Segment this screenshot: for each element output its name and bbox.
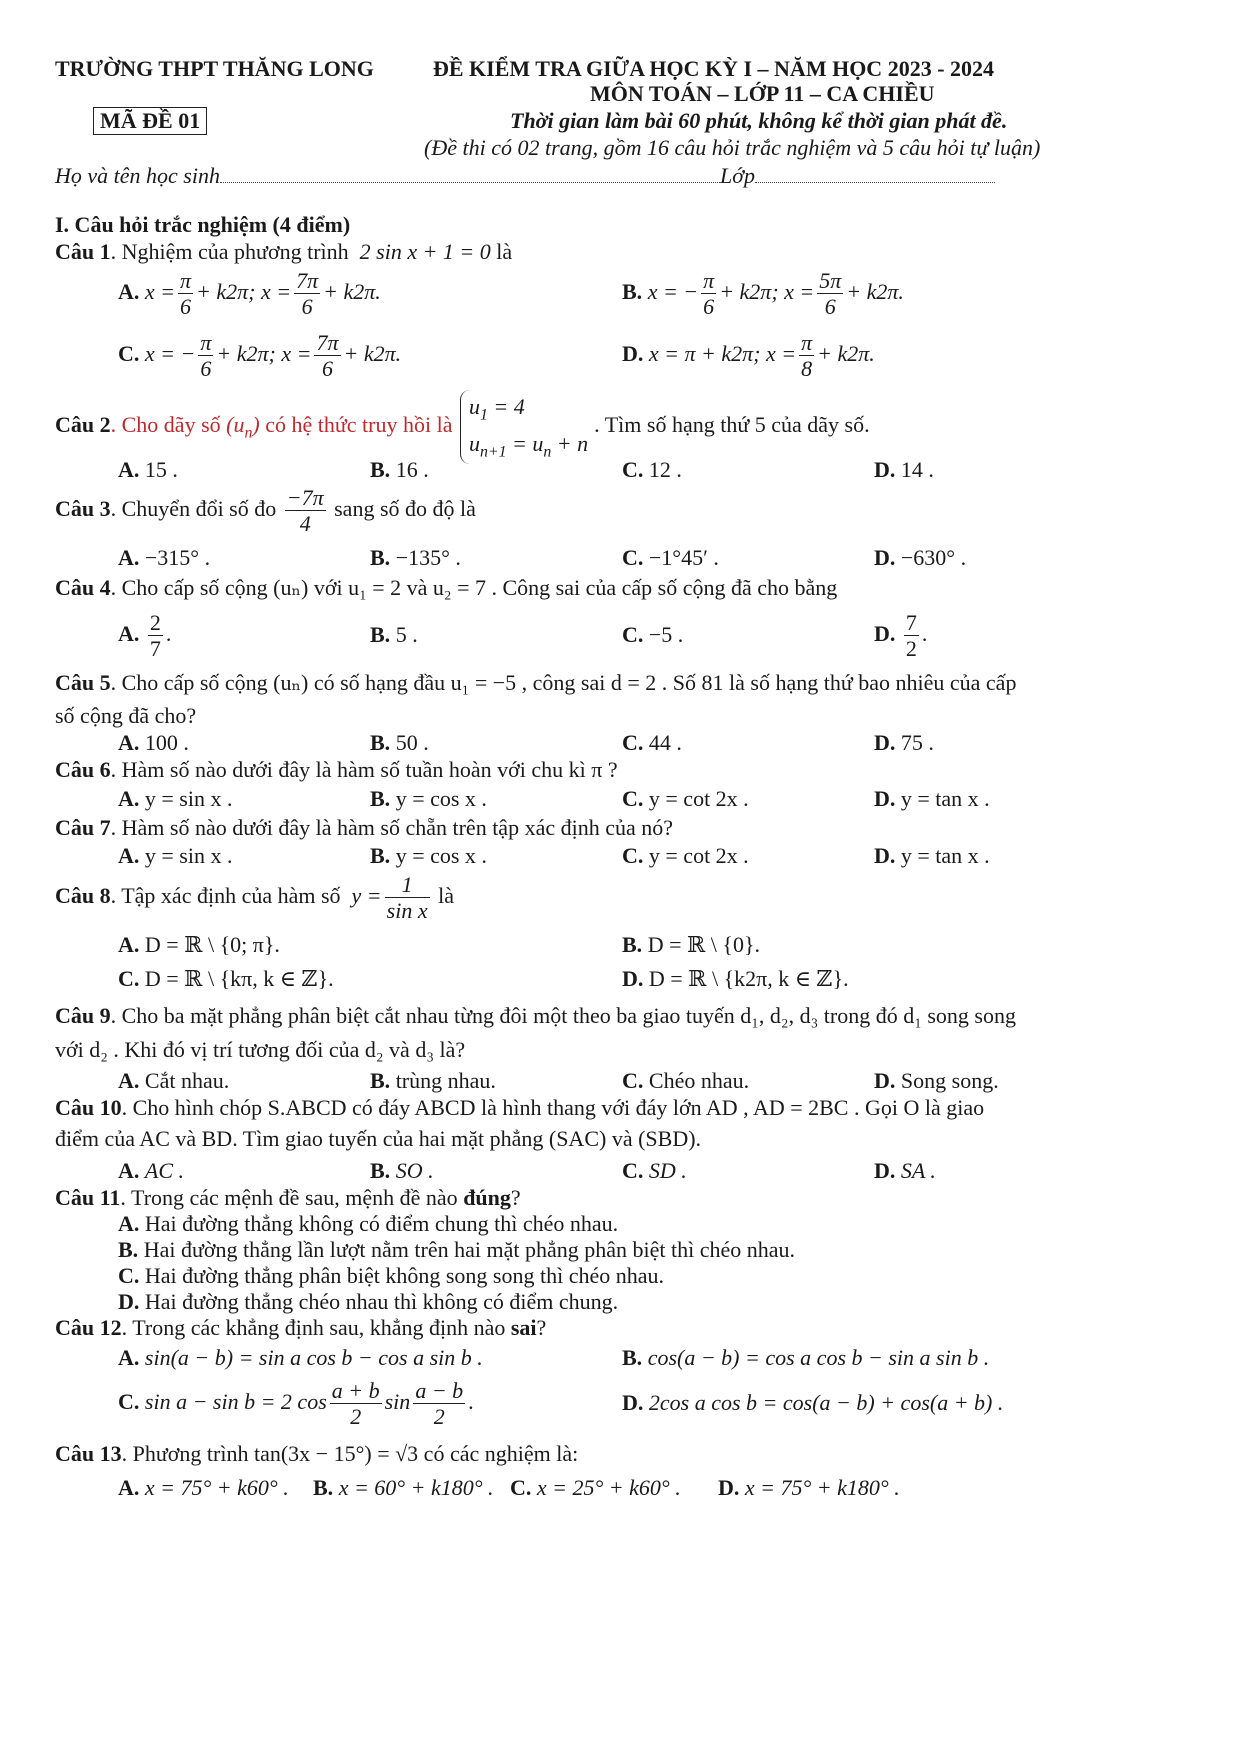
option-letter: C. — [622, 843, 644, 868]
question-text: . Tìm số hạng thứ 5 của dãy số. — [594, 412, 870, 438]
q7-option-b[interactable] — [370, 843, 487, 869]
option-letter: A. — [118, 786, 140, 811]
option-text: cos(a − b) = cos a cos b − sin a sin b . — [647, 1345, 990, 1370]
question-text: có hệ thức truy hồi là — [265, 412, 453, 438]
option-letter: A. — [118, 1345, 140, 1370]
q6-option-c[interactable] — [622, 786, 749, 812]
q9-option-d[interactable] — [874, 1068, 999, 1094]
q10-option-a[interactable] — [118, 1158, 184, 1184]
option-text: D = ℝ \ {k2π, k ∈ ℤ}. — [648, 966, 849, 991]
q2-option-b[interactable] — [370, 457, 429, 483]
option-letter: B. — [370, 786, 391, 811]
q5-option-d[interactable] — [874, 730, 934, 756]
q11-option-a[interactable] — [118, 1211, 618, 1237]
option-text: 2cos a cos b = cos(a − b) + cos(a + b) . — [648, 1390, 1004, 1415]
option-letter: C. — [622, 622, 644, 647]
question-label: Câu 3 — [55, 495, 111, 521]
option-letter: A. — [118, 457, 140, 482]
question-text: . Trong các mệnh đề sau, mệnh đề nào — [120, 1185, 458, 1210]
q4-option-d[interactable]: D. $\frac{7}{2}$ . — [874, 610, 928, 662]
option-letter: A. — [118, 278, 140, 304]
q8-option-d[interactable] — [622, 966, 849, 992]
q5-option-c[interactable] — [622, 730, 682, 756]
option-letter: A. — [118, 1475, 140, 1500]
question-text: . Cho dãy số — [110, 412, 221, 438]
option-letter: A. — [118, 620, 140, 646]
question-text: . Tập xác định của hàm số — [110, 882, 341, 908]
q3-option-a[interactable] — [118, 545, 210, 571]
q11-option-d[interactable] — [118, 1289, 618, 1315]
q12-option-c[interactable]: C. sin a − sin b = 2 cos $\frac{a + b}{2}$ sin $\frac{a - b}{2}$ . — [118, 1378, 474, 1430]
option-text: x = 25° + k60° . — [536, 1475, 681, 1500]
q10-option-c[interactable] — [622, 1158, 687, 1184]
question-text: . Cho hình chóp S.ABCD có đáy ABCD là hình thang với đáy lớn AD , AD = 2BC . Gọi O là giao — [121, 1095, 985, 1120]
q1-option-a[interactable]: A. x = $\frac{\pi}{6}$ + k2π; x = $\frac{7\pi}{6}$ + k2π. — [118, 268, 381, 320]
option-text: y = tan x . — [900, 843, 990, 868]
option-text: 12 . — [648, 457, 682, 482]
exam-code: MÃ ĐỀ 01 — [93, 107, 207, 135]
q10-option-b[interactable] — [370, 1158, 434, 1184]
q12-option-d[interactable] — [622, 1390, 1003, 1416]
student-name-label: Họ và tên học sinh — [55, 163, 220, 188]
question-9 — [55, 1003, 1016, 1029]
option-text: Hai đường thẳng lần lượt nằm trên hai mặt phẳng phân biệt thì chéo nhau. — [143, 1237, 796, 1262]
option-text: y = sin x . — [144, 786, 233, 811]
question-6 — [55, 757, 618, 783]
q6-option-d[interactable] — [874, 786, 990, 812]
question-label: Câu 13 — [55, 1441, 122, 1466]
question-emphasis: sai — [510, 1315, 537, 1340]
option-letter: D. — [874, 620, 896, 646]
question-text: . Cho ba mặt phẳng phân biệt cắt nhau từng đôi một theo ba giao tuyến d₁, d₂, d₃ trong đó d₁ song song — [110, 1003, 1016, 1028]
question-label: Câu 9 — [55, 1003, 111, 1028]
option-text: Hai đường thẳng không có điểm chung thì chéo nhau. — [144, 1211, 619, 1236]
q7-option-c[interactable] — [622, 843, 749, 869]
question-end: ? — [510, 1185, 521, 1210]
option-letter: B. — [622, 278, 643, 304]
question-3 — [55, 485, 476, 537]
question-13 — [55, 1441, 578, 1467]
question-5 — [55, 670, 1016, 696]
exam-note: (Đề thi có 02 trang, gồm 16 câu hỏi trắc nghiệm và 5 câu hỏi tự luận) — [424, 135, 1041, 160]
question-2 — [55, 390, 870, 464]
exam-title: ĐỀ KIỂM TRA GIỮA HỌC KỲ I – NĂM HỌC 2023 - 2024 — [433, 56, 995, 81]
equation: 2 sin x + 1 = 0 — [354, 239, 491, 264]
option-text: Hai đường thẳng phân biệt không song song thì chéo nhau. — [144, 1263, 664, 1288]
q11-option-c[interactable] — [118, 1263, 664, 1289]
option-letter: D. — [622, 966, 644, 991]
option-text: 15 . — [144, 457, 178, 482]
option-text: x = 75° + k60° . — [144, 1475, 289, 1500]
option-text: 5 . — [395, 622, 418, 647]
option-text: −1°45′ . — [648, 545, 719, 570]
question-10 — [55, 1095, 984, 1121]
option-letter: C. — [118, 1263, 140, 1288]
option-text: SO . — [395, 1158, 434, 1183]
school-name: TRƯỜNG THPT THĂNG LONG — [55, 56, 374, 81]
question-label: Câu 1 — [55, 239, 111, 264]
q9-option-c[interactable] — [622, 1068, 749, 1094]
option-text: trùng nhau. — [395, 1068, 496, 1093]
option-text: SA . — [900, 1158, 936, 1183]
option-text: x = 75° + k180° . — [744, 1475, 900, 1500]
q8-option-c[interactable] — [118, 966, 334, 992]
option-text: y = cot 2x . — [648, 786, 749, 811]
q8-option-b[interactable] — [622, 932, 760, 958]
exam-time: Thời gian làm bài 60 phút, không kể thời gian phát đề. — [510, 108, 1008, 133]
question-text: . Phương trình tan(3x − 15°) = √3 có các nghiệm là: — [121, 1441, 579, 1466]
option-letter: D. — [118, 1289, 140, 1314]
option-text: −135° . — [395, 545, 461, 570]
question-1 — [55, 239, 512, 265]
class-label: Lớp — [719, 163, 755, 188]
option-text: AC . — [144, 1158, 185, 1183]
option-text: Song song. — [900, 1068, 999, 1093]
option-letter: D. — [874, 843, 896, 868]
question-text: . Nghiệm của phương trình — [110, 239, 349, 264]
q6-option-a[interactable] — [118, 786, 232, 812]
option-letter: A. — [118, 843, 140, 868]
option-letter: D. — [874, 730, 896, 755]
option-text: y = sin x . — [144, 843, 233, 868]
option-text: −5 . — [648, 622, 684, 647]
option-letter: B. — [370, 843, 391, 868]
option-text: Cắt nhau. — [144, 1068, 230, 1093]
option-text: sin(a − b) = sin a cos b − cos a sin b . — [144, 1345, 483, 1370]
question-11 — [55, 1185, 521, 1211]
subject-line: MÔN TOÁN – LỚP 11 – CA CHIỀU — [590, 81, 935, 106]
option-letter: D. — [718, 1475, 740, 1500]
q13-option-a[interactable] — [118, 1475, 289, 1501]
question-9-cont: với d₂ . Khi đó vị trí tương đối của d₂ và d₃ là? — [55, 1037, 466, 1062]
question-5-cont: số cộng đã cho? — [55, 703, 197, 728]
q1-option-d[interactable]: D. x = π + k2π; x = $\frac{\pi}{8}$ + k2π. — [622, 330, 875, 382]
question-label: Câu 11 — [55, 1185, 121, 1210]
option-text: 50 . — [395, 730, 429, 755]
option-text: D = ℝ \ {0; π}. — [144, 932, 280, 957]
question-text: sang số đo độ là — [334, 495, 476, 521]
option-text: 44 . — [648, 730, 682, 755]
option-letter: A. — [118, 1068, 140, 1093]
option-letter: D. — [874, 786, 896, 811]
option-letter: C. — [622, 545, 644, 570]
name-dots — [220, 164, 720, 183]
question-label: Câu 12 — [55, 1315, 122, 1340]
function-fraction: $\frac{1}{\text{sin x}}$ — [386, 872, 428, 924]
question-tail: là — [438, 882, 455, 908]
option-text: x = 60° + k180° . — [338, 1475, 494, 1500]
question-text: . Hàm số nào dưới đây là hàm số tuần hoàn với chu kì π ? — [110, 757, 618, 782]
q3-option-c[interactable] — [622, 545, 719, 571]
q13-option-d[interactable] — [718, 1475, 900, 1501]
question-8 — [55, 872, 454, 924]
question-10-cont: điểm của AC và BD. Tìm giao tuyến của hai mặt phẳng (SAC) và (SBD). — [55, 1126, 702, 1151]
q7-option-a[interactable] — [118, 843, 232, 869]
option-letter: C. — [622, 730, 644, 755]
q3-option-b[interactable] — [370, 545, 461, 571]
option-letter: A. — [118, 932, 140, 957]
option-text: −315° . — [144, 545, 211, 570]
question-label: Câu 10 — [55, 1095, 122, 1120]
option-letter: B. — [313, 1475, 334, 1500]
option-letter: B. — [622, 932, 643, 957]
option-text: 16 . — [395, 457, 429, 482]
option-text: 75 . — [900, 730, 934, 755]
q13-option-b[interactable] — [313, 1475, 494, 1501]
option-text: Hai đường thẳng chéo nhau thì không có điểm chung. — [144, 1289, 619, 1314]
q9-option-a[interactable] — [118, 1068, 229, 1094]
q2-option-a[interactable] — [118, 457, 178, 483]
option-letter: B. — [370, 730, 391, 755]
q5-option-b[interactable] — [370, 730, 429, 756]
q1-option-b[interactable]: B. x = − $\frac{\pi}{6}$ + k2π; x = $\frac{5\pi}{6}$ + k2π. — [622, 268, 904, 320]
option-text: SD . — [648, 1158, 687, 1183]
q9-option-b[interactable] — [370, 1068, 496, 1094]
option-text: D = ℝ \ {0}. — [647, 932, 760, 957]
option-text: y = cos x . — [395, 843, 487, 868]
option-letter: A. — [118, 545, 140, 570]
option-letter: C. — [510, 1475, 532, 1500]
option-letter: A. — [118, 1211, 140, 1236]
question-text: . Chuyển đổi số đo — [110, 495, 277, 521]
option-text: −630° . — [900, 545, 967, 570]
question-label: Câu 7 — [55, 815, 111, 840]
question-text: . Cho cấp số cộng (uₙ) có số hạng đầu u₁ = −5 , công sai d = 2 . Số 81 là số hạng thứ bao nhiêu của cấp — [110, 670, 1017, 695]
question-text: . Cho cấp số cộng (uₙ) với u₁ = 2 và u₂ = 7 . Công sai của cấp số cộng đã cho bằng — [110, 575, 838, 600]
option-letter: C. — [118, 340, 140, 366]
q1-option-c[interactable]: C. x = − $\frac{\pi}{6}$ + k2π; x = $\frac{7\pi}{6}$ + k2π. — [118, 330, 402, 382]
option-letter: B. — [118, 1237, 139, 1262]
q4-option-c[interactable] — [622, 622, 683, 648]
q8-option-a[interactable] — [118, 932, 280, 958]
option-text: y = tan x . — [900, 786, 990, 811]
option-text: y = cot 2x . — [648, 843, 749, 868]
section-title: I. Câu hỏi trắc nghiệm (4 điểm) — [55, 212, 351, 237]
recurrence-system: $u_1 = 4$ $u_{n+1} = u_n + n$ — [460, 390, 594, 464]
option-text: y = cos x . — [395, 786, 487, 811]
question-end: ? — [536, 1315, 547, 1340]
option-letter: D. — [874, 545, 896, 570]
q12-option-a[interactable] — [118, 1345, 483, 1371]
question-12 — [55, 1315, 546, 1341]
q13-option-c[interactable] — [510, 1475, 681, 1501]
question-label: Câu 2 — [55, 412, 111, 438]
option-letter: C. — [118, 966, 140, 991]
sequence-symbol: $(u_n)$ — [226, 412, 260, 442]
q10-option-d[interactable] — [874, 1158, 936, 1184]
question-label: Câu 5 — [55, 670, 111, 695]
function-expr: y = — [346, 882, 382, 908]
student-name-line — [55, 163, 995, 189]
q11-option-b[interactable] — [118, 1237, 795, 1263]
option-letter: C. — [622, 786, 644, 811]
question-label: Câu 8 — [55, 882, 111, 908]
option-letter: A. — [118, 730, 140, 755]
option-letter: A. — [118, 1158, 140, 1183]
option-letter: C. — [622, 457, 644, 482]
q12-option-b[interactable] — [622, 1345, 989, 1371]
option-letter: B. — [370, 622, 391, 647]
class-dots — [755, 164, 995, 183]
q4-option-b[interactable] — [370, 622, 418, 648]
option-letter: D. — [874, 1068, 896, 1093]
angle-fraction: $\frac{-7\pi}{4}$ — [286, 485, 324, 537]
q6-option-b[interactable] — [370, 786, 487, 812]
option-letter: B. — [622, 1345, 643, 1370]
q5-option-a[interactable] — [118, 730, 189, 756]
option-letter: D. — [622, 1390, 644, 1415]
question-label: Câu 6 — [55, 757, 111, 782]
q4-option-a[interactable]: A. $\frac{2}{7}$ . — [118, 610, 172, 662]
option-letter: B. — [370, 545, 391, 570]
option-letter: B. — [370, 1068, 391, 1093]
question-text: . Hàm số nào dưới đây là hàm số chẵn trên tập xác định của nó? — [110, 815, 674, 840]
option-letter: D. — [874, 457, 896, 482]
option-letter: C. — [118, 1388, 140, 1414]
q2-option-d[interactable] — [874, 457, 934, 483]
option-text: 100 . — [144, 730, 189, 755]
q7-option-d[interactable] — [874, 843, 990, 869]
question-emphasis: đúng — [463, 1185, 511, 1210]
option-letter: D. — [874, 1158, 896, 1183]
option-letter: C. — [622, 1158, 644, 1183]
q3-option-d[interactable] — [874, 545, 966, 571]
question-7 — [55, 815, 673, 841]
question-tail: là — [496, 239, 513, 264]
question-4 — [55, 575, 837, 601]
option-letter: B. — [370, 457, 391, 482]
q2-option-c[interactable] — [622, 457, 682, 483]
option-letter: C. — [622, 1068, 644, 1093]
question-text: . Trong các khẳng định sau, khẳng định nào — [121, 1315, 506, 1340]
option-letter: D. — [622, 340, 644, 366]
option-text: Chéo nhau. — [648, 1068, 750, 1093]
option-text: D = ℝ \ {kπ, k ∈ ℤ}. — [144, 966, 334, 991]
option-letter: B. — [370, 1158, 391, 1183]
option-text: 14 . — [900, 457, 934, 482]
question-label: Câu 4 — [55, 575, 111, 600]
